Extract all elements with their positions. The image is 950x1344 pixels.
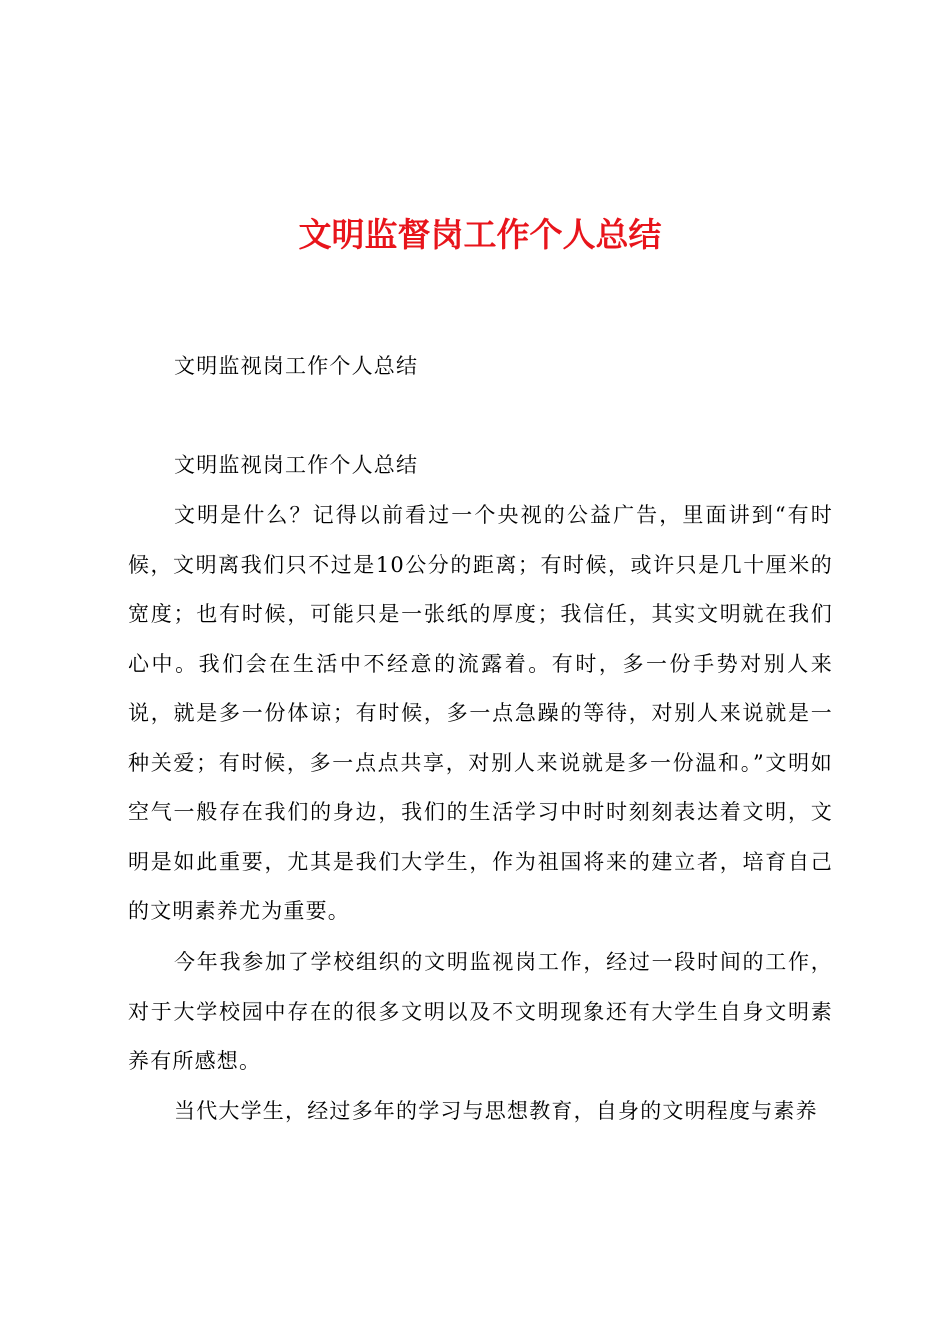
section-heading: 文明监视岗工作个人总结 bbox=[174, 453, 419, 477]
document-title: 文明监督岗工作个人总结 bbox=[298, 215, 662, 254]
paragraph: 今年我参加了学校组织的文明监视岗工作，经过一段时间的工作，对于大学校园中存在的很多文明以及不文明现象还有大学生自身文明素养有所感想。 bbox=[128, 950, 833, 1073]
paragraph: 当代大学生，经过多年的学习与思想教育，自身的文明程度与素养 bbox=[174, 1099, 818, 1123]
paragraph: 文明是什么？记得以前看过一个央视的公益广告，里面讲到“有时候，文明离我们只不过是10公分的距离；有时候，或许只是几十厘米的宽度；也有时候，可能只是一张纸的厚度；我信任，其实文明就在我们心中。我们会在生活中不经意的流露着。有时，多一份手势对别人来说，就是多一份体谅；有时候，多一点急躁的等待，对别人来说就是一种关爱；有时候，多一点点共享，对别人来说就是多一份温和。”文明如空气一般存在我们的身边，我们的生活学习中时时刻刻表达着文明，文明是如此重要，尤其是我们大学生，作为祖国将来的建立者，培育自己的文明素养尤为重要。 bbox=[128, 503, 833, 923]
document-subtitle: 文明监视岗工作个人总结 bbox=[174, 354, 419, 378]
